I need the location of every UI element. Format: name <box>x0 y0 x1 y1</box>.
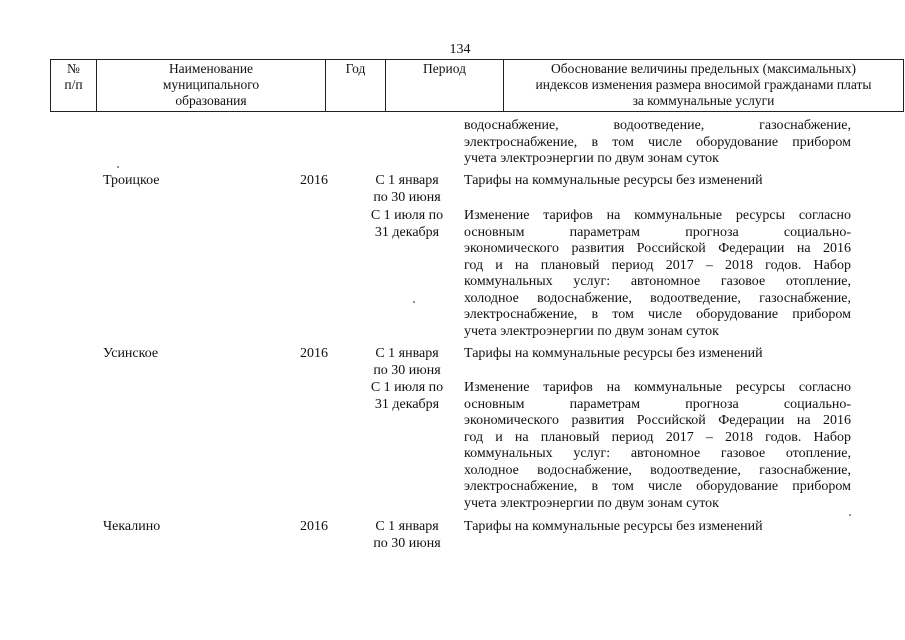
tariff-description: Тарифы на коммунальные ресурсы без изменений <box>464 519 763 534</box>
header-col-number: № п/п <box>51 60 97 112</box>
tariff-description: Тарифы на коммунальные ресурсы без изменений <box>464 173 763 188</box>
year-value: 2016 <box>300 173 328 188</box>
header-col-basis: Обоснование величины предельных (максимальных) индексов изменения размера вносимой гражданами платы за коммунальные услуги <box>504 60 904 112</box>
tariff-change-description: Изменение тарифов на коммунальные ресурсы согласно основным параметрам прогноза социально- экономического развития Российской Федерации на 2016 год и на плановый период 2017 – 2018 годов. Набор коммунальных услуг: автономное газовое отопление, холодное водоснабжение, водоотведение, газоснабжение, электроснабжение, в том числе оборудование прибором учета электроэнергии по двум зонам суток <box>464 380 851 511</box>
year-value: 2016 <box>300 346 328 361</box>
settlement-name: Чекалино <box>103 519 161 534</box>
scan-speck <box>413 301 415 303</box>
header-col-municipality: Наименование муниципального образования <box>97 60 326 112</box>
scan-speck <box>117 166 119 168</box>
settlement-name: Усинское <box>103 346 159 361</box>
table-header <box>50 59 904 112</box>
tariff-change-description: Изменение тарифов на коммунальные ресурсы согласно основным параметрам прогноза социально- экономического развития Российской Федерации на 2016 год и на плановый период 2017 – 2018 годов. Набор коммунальных услуг: автономное газовое отопление, холодное водоснабжение, водоотведение, газоснабжение, электроснабжение, в том числе оборудование прибором учета электроэнергии по двум зонам суток <box>464 208 851 339</box>
year-value: 2016 <box>300 519 328 534</box>
settlement-name: Троицкое <box>103 173 160 188</box>
period-first-half: С 1 января по 30 июня <box>373 346 441 378</box>
period-second-half: С 1 июля по 31 декабря <box>370 208 444 240</box>
scan-speck <box>849 514 851 516</box>
period-first-half: С 1 января по 30 июня <box>373 519 441 551</box>
header-col-period: Период <box>386 60 504 112</box>
tariff-description: Тарифы на коммунальные ресурсы без изменений <box>464 346 763 361</box>
header-col-year: Год <box>326 60 386 112</box>
period-first-half: С 1 января по 30 июня <box>373 173 441 205</box>
continuation-text: водоснабжение, водоотведение, газоснабжение, электроснабжение, в том числе оборудование прибором учета электроэнергии по двум зонам суток <box>464 118 851 166</box>
page-number: 134 <box>449 42 471 57</box>
period-second-half: С 1 июля по 31 декабря <box>370 380 444 412</box>
